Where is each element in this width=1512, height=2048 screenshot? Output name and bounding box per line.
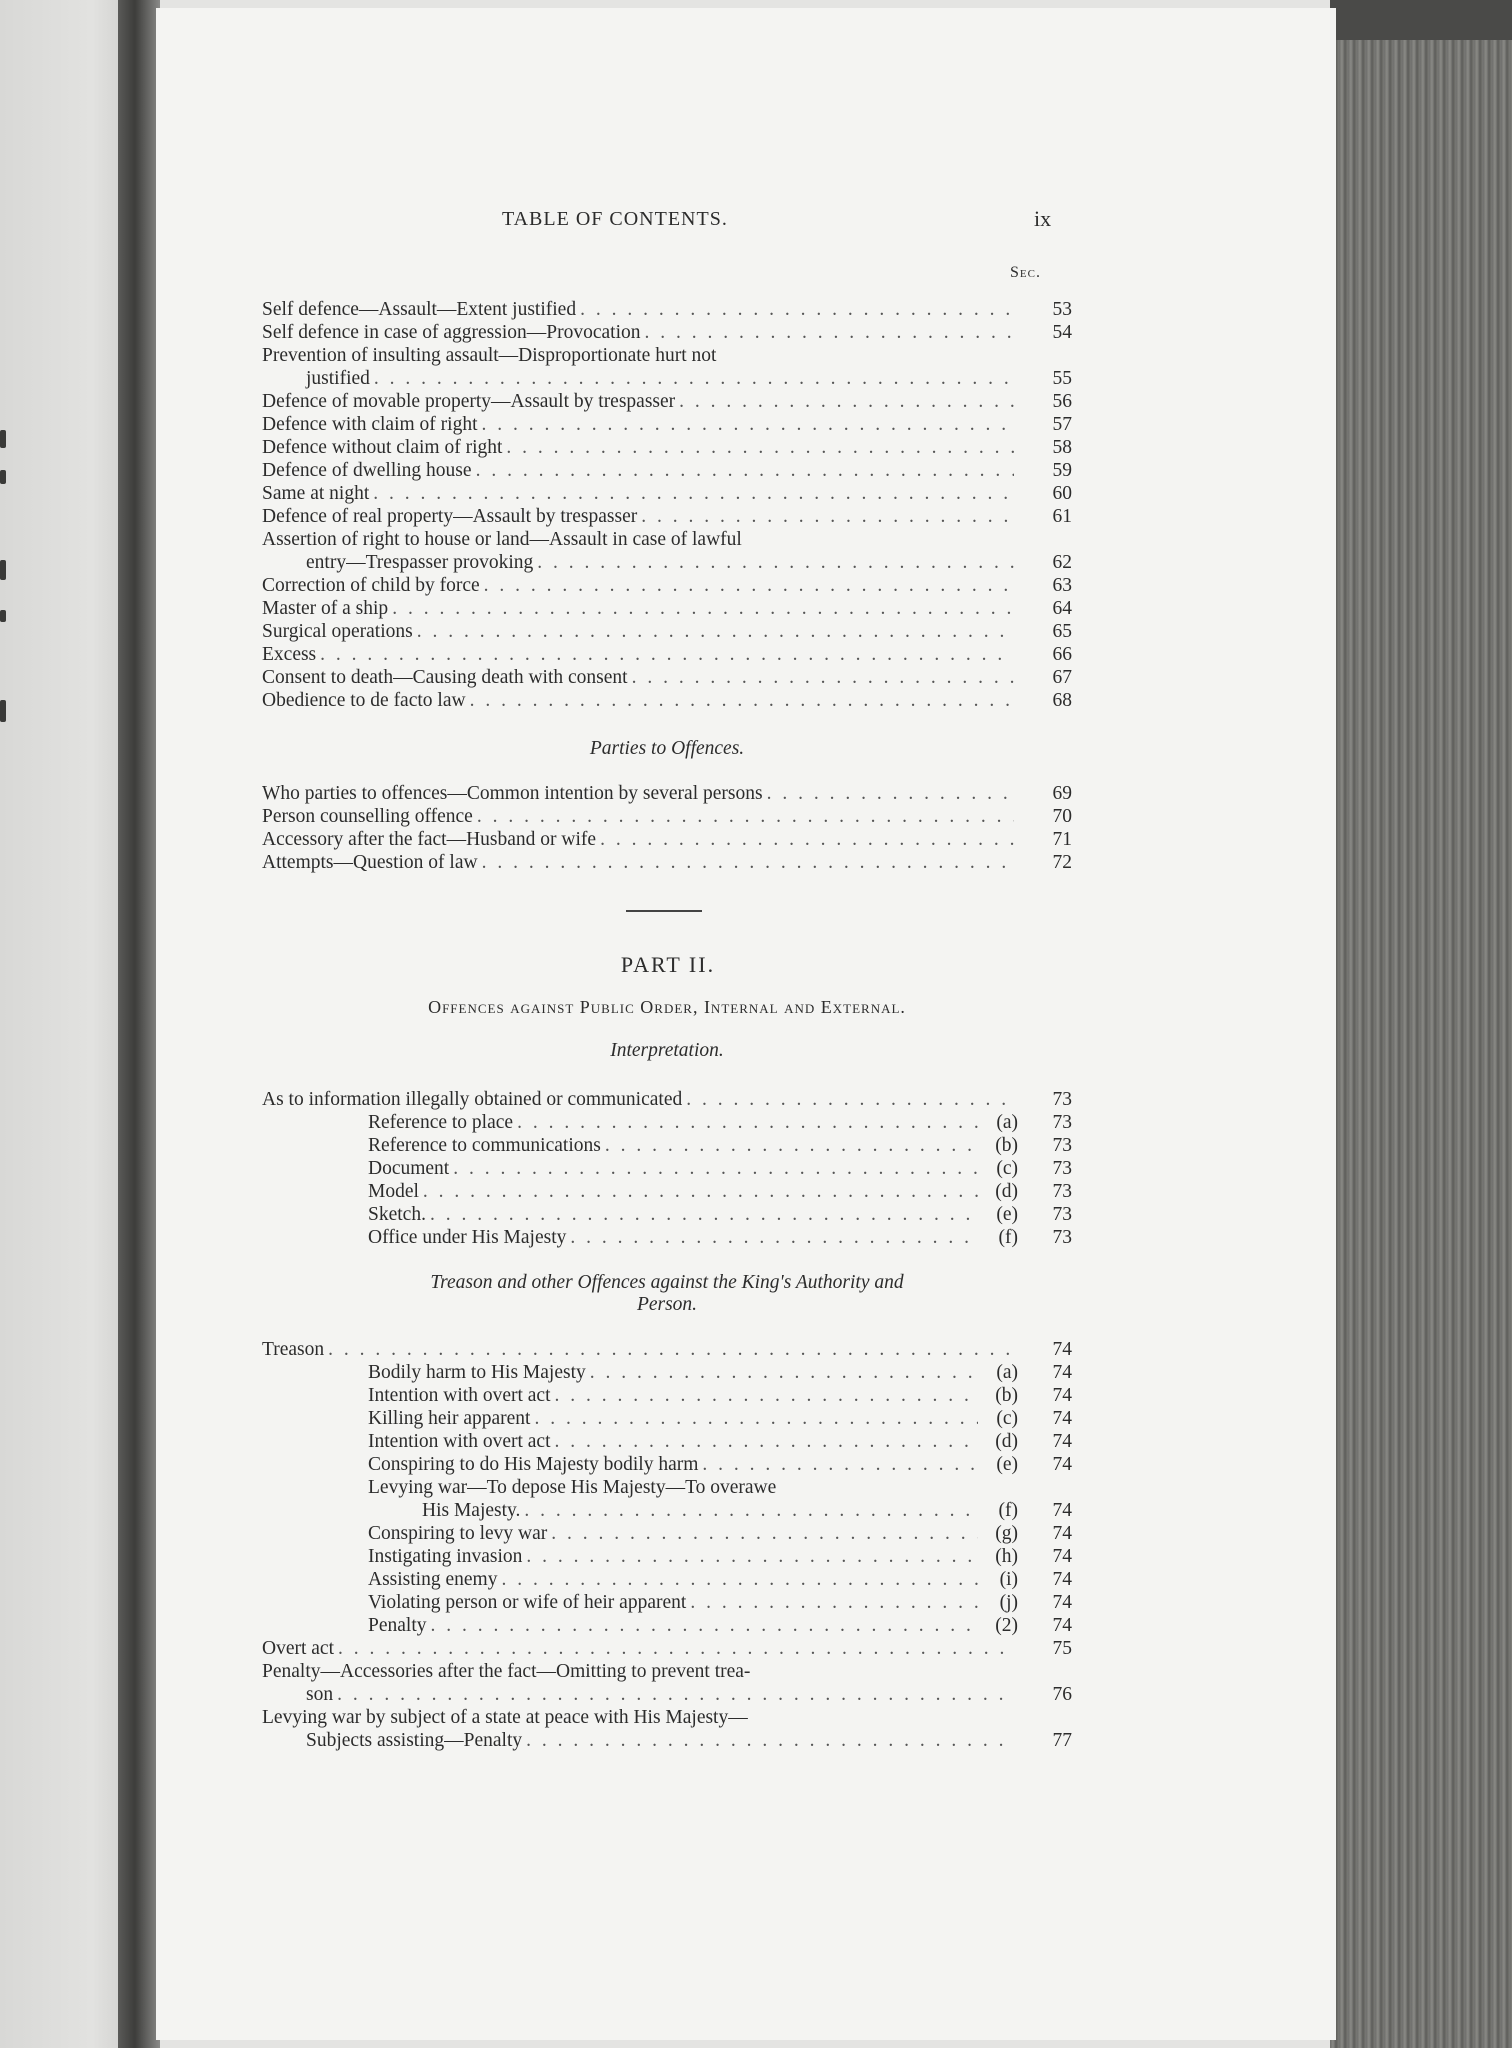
running-head: TABLE OF CONTENTS.: [502, 208, 728, 230]
section-number: 65: [1052, 621, 1072, 642]
toc-entry-text: Office under His Majesty: [368, 1227, 567, 1248]
leader-dots: [526, 1545, 978, 1568]
toc-entry-text: Bodily harm to His Majesty: [368, 1362, 586, 1383]
section-number: 55: [1052, 368, 1072, 389]
toc-entry: [262, 1568, 1072, 1591]
leader-dots: [702, 1453, 978, 1476]
toc-entry-text: Treason: [262, 1339, 325, 1360]
toc-entry: [262, 367, 1072, 390]
toc-entry: [262, 805, 1072, 828]
subsection-label: (e): [996, 1454, 1018, 1475]
leader-dots: [392, 597, 1014, 620]
toc-entry-text: Intention with overt act: [368, 1431, 551, 1452]
toc-entry: [262, 643, 1072, 666]
toc-entry-text: Defence of real property—Assault by trespasser: [262, 506, 638, 527]
toc-entry: [262, 1591, 1072, 1614]
toc-entry-text: Defence of movable property—Assault by trespasser: [262, 391, 676, 412]
toc-entry-text: Sketch.: [368, 1204, 426, 1225]
section-number: 74: [1052, 1431, 1072, 1452]
toc-entry-text: Defence of dwelling house: [262, 460, 472, 481]
leader-dots: [605, 1134, 978, 1157]
toc-interpretation: [262, 1088, 1072, 1249]
toc-entry: [262, 1361, 1072, 1384]
heading-treason-line-2: Person.: [636, 1294, 698, 1315]
section-number: 69: [1052, 783, 1072, 804]
section-number: 74: [1052, 1454, 1072, 1475]
toc-entry-text: Accessory after the fact—Husband or wife: [262, 829, 597, 850]
toc-entry-text: Document: [368, 1158, 450, 1179]
leader-dots: [570, 1226, 978, 1249]
section-number: 73: [1052, 1181, 1072, 1202]
section-number: 56: [1052, 391, 1072, 412]
section-number: 74: [1052, 1523, 1072, 1544]
toc-entry: [262, 851, 1072, 874]
toc-entry: [262, 482, 1072, 505]
subsection-label: (g): [995, 1523, 1018, 1544]
toc-entry-text: Defence with claim of right: [262, 414, 478, 435]
section-number: 66: [1052, 644, 1072, 665]
toc-entry: [262, 459, 1072, 482]
leader-dots: [679, 390, 1014, 413]
toc-entry-text: Reference to communications: [368, 1135, 601, 1156]
leader-dots: [690, 1591, 978, 1614]
page-edges: [1330, 40, 1512, 2048]
section-number: 74: [1052, 1500, 1072, 1521]
section-number: 74: [1052, 1615, 1072, 1636]
toc-entry-text: Self defence in case of aggression—Provocation: [262, 322, 641, 343]
section-number: 75: [1052, 1638, 1072, 1659]
leader-dots: [338, 1637, 1014, 1660]
toc-entry-text: Correction of child by force: [262, 575, 480, 596]
subsection-label: (h): [995, 1546, 1018, 1567]
toc-entry: [262, 1637, 1072, 1660]
toc-entry-text: As to information illegally obtained or communicated: [262, 1089, 683, 1110]
toc-entry-text: Levying war by subject of a state at peace with His Majesty—: [262, 1707, 748, 1728]
toc-entry: [262, 1522, 1072, 1545]
leader-dots: [555, 1384, 979, 1407]
leader-dots: [423, 1180, 978, 1203]
subsection-label: (b): [995, 1385, 1018, 1406]
subsection-label: (j): [999, 1592, 1018, 1613]
toc-entry: [262, 666, 1072, 689]
section-number: 59: [1052, 460, 1072, 481]
section-number: 74: [1052, 1339, 1072, 1360]
toc-entry: [262, 574, 1072, 597]
toc-entry: [262, 1545, 1072, 1568]
leader-dots: [686, 1088, 1014, 1111]
section-number: 60: [1052, 483, 1072, 504]
section-number: 68: [1052, 690, 1072, 711]
subsection-label: (d): [995, 1431, 1018, 1452]
toc-entry-text: Same at night: [262, 483, 370, 504]
toc-entry-text: Excess: [262, 644, 317, 665]
section-number: 74: [1052, 1385, 1072, 1406]
toc-entry: [262, 436, 1072, 459]
part-title: PART II.: [620, 952, 716, 977]
leader-dots: [477, 805, 1014, 828]
toc-entry: [262, 620, 1072, 643]
toc-entry-text: Person counselling offence: [262, 806, 473, 827]
part-subtitle: Offences against Public Order, Internal and External.: [428, 997, 906, 1017]
toc-entry-text: Conspiring to levy war: [368, 1523, 548, 1544]
toc-entry-text: Assisting enemy: [368, 1569, 498, 1590]
subsection-label: (a): [996, 1362, 1018, 1383]
section-number: 73: [1052, 1158, 1072, 1179]
toc-entry: [262, 1088, 1072, 1111]
book-gutter: [118, 0, 160, 2048]
toc-entry-text: Conspiring to do His Majesty bodily harm: [368, 1454, 699, 1475]
leader-dots: [537, 551, 1014, 574]
section-column-label: Sec.: [1010, 264, 1041, 281]
leader-dots: [600, 828, 1014, 851]
toc-entry-text: Defence without claim of right: [262, 437, 503, 458]
leader-dots: [534, 1407, 978, 1430]
toc-entry: [262, 390, 1072, 413]
section-number: 53: [1052, 299, 1072, 320]
toc-entry-text: Killing heir apparent: [368, 1408, 531, 1429]
heading-interpretation: Interpretation.: [610, 1040, 724, 1061]
leader-dots: [767, 782, 1014, 805]
toc-entry-text: Violating person or wife of heir apparent: [368, 1592, 687, 1613]
section-divider: [626, 910, 702, 912]
leader-dots: [506, 436, 1014, 459]
subsection-label: (c): [996, 1158, 1018, 1179]
toc-entry-text: son: [306, 1684, 334, 1705]
toc-entry: [262, 597, 1072, 620]
subsection-label: (c): [996, 1408, 1018, 1429]
leader-dots: [517, 1111, 978, 1134]
section-number: 73: [1052, 1089, 1072, 1110]
leader-dots: [470, 689, 1014, 712]
section-number: 54: [1052, 322, 1072, 343]
toc-entry-text: Subjects assisting—Penalty: [306, 1730, 523, 1751]
subsection-label: (a): [996, 1112, 1018, 1133]
toc-entry-text: Consent to death—Causing death with consent: [262, 667, 628, 688]
toc-entry: [262, 1157, 1072, 1180]
toc-entry-text: Obedience to de facto law: [262, 690, 466, 711]
leader-dots: [524, 1499, 978, 1522]
leader-dots: [526, 1729, 1014, 1752]
toc-entry-text: Master of a ship: [262, 598, 389, 619]
toc-entry: [262, 1499, 1072, 1522]
leader-dots: [632, 666, 1014, 689]
section-number: 61: [1052, 506, 1072, 527]
toc-entry-text: His Majesty.: [422, 1500, 521, 1521]
heading-treason: [262, 1272, 1072, 1316]
toc-entry: [262, 321, 1072, 344]
leader-dots: [580, 298, 1014, 321]
toc-entry: [262, 1453, 1072, 1476]
toc-entry-text: justified: [306, 368, 370, 389]
toc-entry: [262, 1729, 1072, 1752]
toc-entry: [262, 1111, 1072, 1134]
toc-entry-text: Prevention of insulting assault—Disproportionate hurt not: [262, 345, 717, 366]
leader-dots: [320, 643, 1014, 666]
section-number: 71: [1052, 829, 1072, 850]
section-number: 76: [1052, 1684, 1072, 1705]
leader-dots: [484, 574, 1014, 597]
section-number: 74: [1052, 1362, 1072, 1383]
section-number: 73: [1052, 1227, 1072, 1248]
toc-entry-text: Reference to place: [368, 1112, 514, 1133]
toc-treason: [262, 1338, 1072, 1752]
toc-parties-to-offences: [262, 782, 1072, 874]
leader-dots: [373, 482, 1014, 505]
subsection-label: (d): [995, 1181, 1018, 1202]
section-number: 77: [1052, 1730, 1072, 1751]
toc-entry: [262, 1683, 1072, 1706]
toc-entry: [262, 689, 1072, 712]
leader-dots: [337, 1683, 1014, 1706]
toc-entry: [262, 1180, 1072, 1203]
subsection-label: (e): [996, 1204, 1018, 1225]
leader-dots: [453, 1157, 978, 1180]
toc-entry-text: Overt act: [262, 1638, 335, 1659]
toc-entry: [262, 1407, 1072, 1430]
leader-dots: [555, 1430, 979, 1453]
toc-entry: [262, 1430, 1072, 1453]
section-number: 73: [1052, 1112, 1072, 1133]
section-number: 64: [1052, 598, 1072, 619]
subsection-label: (2): [995, 1615, 1018, 1636]
section-number: 74: [1052, 1569, 1072, 1590]
leader-dots: [417, 620, 1014, 643]
toc-entry: [262, 1614, 1072, 1637]
section-number: 72: [1052, 852, 1072, 873]
toc-entry-text: Intention with overt act: [368, 1385, 551, 1406]
toc-entry: [262, 413, 1072, 436]
subsection-label: (i): [999, 1569, 1018, 1590]
toc-entry-text: entry—Trespasser provoking: [306, 552, 534, 573]
toc-entry: [262, 828, 1072, 851]
toc-entry: [262, 782, 1072, 805]
page-number: ix: [1034, 206, 1052, 231]
section-number: 74: [1052, 1408, 1072, 1429]
toc-entry: [262, 1134, 1072, 1157]
toc-entry-text: Surgical operations: [262, 621, 413, 642]
leader-dots: [641, 505, 1014, 528]
toc-entry-text: Penalty: [368, 1615, 427, 1636]
section-number: 73: [1052, 1204, 1072, 1225]
leader-dots: [374, 367, 1014, 390]
toc-general-exceptions: [262, 298, 1072, 712]
leader-dots: [482, 851, 1014, 874]
leader-dots: [476, 459, 1014, 482]
leader-dots: [430, 1203, 978, 1226]
toc-entry-text: Levying war—To depose His Majesty—To overawe: [368, 1477, 777, 1498]
section-number: 57: [1052, 414, 1072, 435]
section-number: 74: [1052, 1592, 1072, 1613]
heading-treason-line-1: Treason and other Offences against the King's Authority and: [430, 1272, 904, 1293]
toc-entry-text: Instigating invasion: [368, 1546, 523, 1567]
toc-entry: [262, 1384, 1072, 1407]
facing-page: [0, 0, 132, 2048]
section-number: 58: [1052, 437, 1072, 458]
heading-parties-to-offences: Parties to Offences.: [589, 738, 745, 759]
section-number: 63: [1052, 575, 1072, 596]
toc-entry-text: Who parties to offences—Common intention by several persons: [262, 783, 763, 804]
toc-entry: [262, 1338, 1072, 1361]
leader-dots: [551, 1522, 978, 1545]
toc-entry-text: Attempts—Question of law: [262, 852, 478, 873]
section-number: 74: [1052, 1546, 1072, 1567]
toc-entry: [262, 551, 1072, 574]
section-number: 62: [1052, 552, 1072, 573]
toc-entry: [262, 1203, 1072, 1226]
toc-entry-text: Penalty—Accessories after the fact—Omitting to prevent trea-: [262, 1661, 751, 1682]
subsection-label: (f): [998, 1227, 1018, 1248]
section-number: 70: [1052, 806, 1072, 827]
toc-entry-text: Assertion of right to house or land—Assault in case of lawful: [262, 529, 742, 550]
toc-entry: [262, 298, 1072, 321]
leader-dots: [590, 1361, 978, 1384]
toc-entry-text: Self defence—Assault—Extent justified: [262, 299, 577, 320]
subsection-label: (b): [995, 1135, 1018, 1156]
toc-entry: [262, 1226, 1072, 1249]
subsection-label: (f): [998, 1500, 1018, 1521]
leader-dots: [645, 321, 1015, 344]
leader-dots: [482, 413, 1015, 436]
leader-dots: [501, 1568, 978, 1591]
section-number: 73: [1052, 1135, 1072, 1156]
toc-entry: [262, 505, 1072, 528]
section-number: 67: [1052, 667, 1072, 688]
toc-entry-text: Model: [368, 1181, 419, 1202]
leader-dots: [431, 1614, 979, 1637]
leader-dots: [328, 1338, 1014, 1361]
